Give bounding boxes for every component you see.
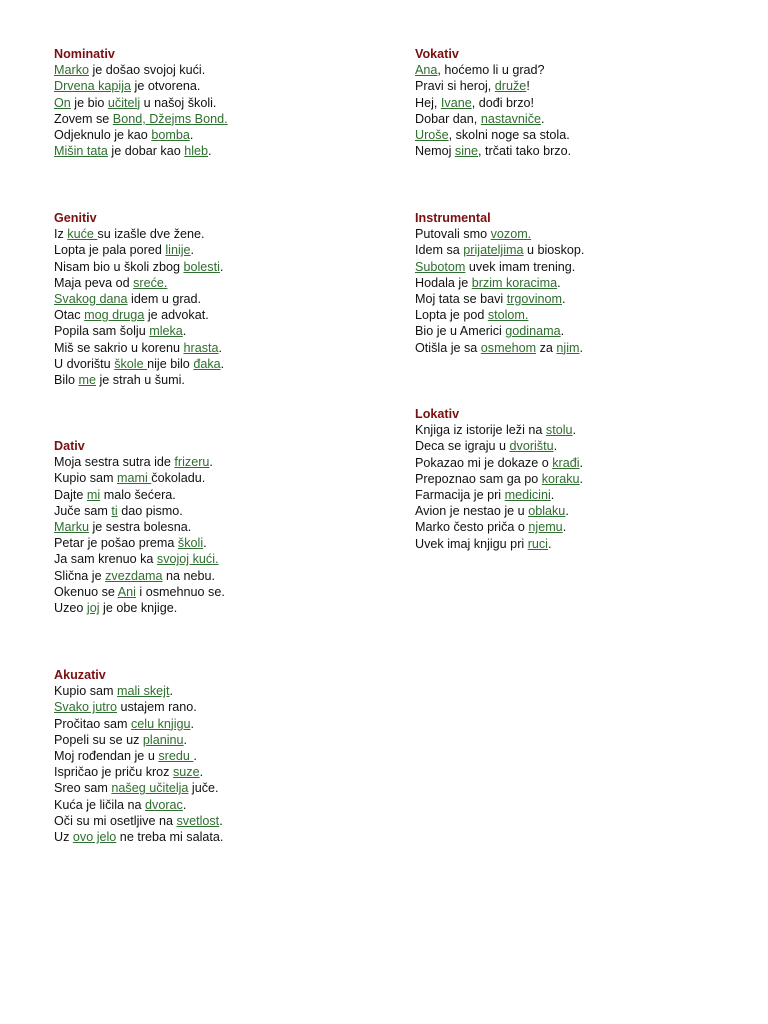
sentence-text: Dajte xyxy=(54,487,87,502)
section-instrumental xyxy=(415,210,584,356)
sentence-line xyxy=(54,764,223,780)
sentence-text: , skolni noge sa stola. xyxy=(448,128,570,143)
highlighted-word: mali skejt xyxy=(117,684,170,699)
sentence-line xyxy=(54,503,225,519)
sentence-text: Bio je u Americi xyxy=(415,324,506,339)
highlighted-word: učitelj xyxy=(107,95,141,110)
sentence-line xyxy=(54,291,224,307)
sentence-text: . xyxy=(169,684,173,699)
highlighted-word: Svakog dana xyxy=(54,292,128,307)
sentence-line xyxy=(415,503,583,519)
sentence-text: je sestra bolesna. xyxy=(89,520,192,535)
section-title: Nominativ xyxy=(54,47,115,61)
highlighted-word: vozom. xyxy=(490,227,532,242)
sentence-line xyxy=(54,748,223,764)
section-title: Lokativ xyxy=(415,407,460,421)
highlighted-word: prijateljima xyxy=(463,243,524,258)
highlighted-word: njim xyxy=(556,340,580,355)
sentence-text: Otac xyxy=(54,308,85,323)
sentence-text: Iz xyxy=(54,227,68,242)
section-lines xyxy=(415,422,583,552)
sentence-text: , dođi brzo! xyxy=(471,95,535,110)
sentence-line xyxy=(415,143,571,159)
sentence-line xyxy=(415,307,584,323)
highlighted-word: Subotom xyxy=(415,259,466,274)
sentence-text: Kupio sam xyxy=(54,471,117,486)
sentence-line xyxy=(54,275,224,291)
sentence-text: . xyxy=(579,471,584,486)
highlighted-word: me xyxy=(78,373,96,388)
highlighted-word: mog druga xyxy=(84,308,145,323)
sentence-text: Idem sa xyxy=(415,243,464,258)
highlighted-word: zvezdama xyxy=(105,568,163,583)
sentence-line xyxy=(415,323,584,339)
sentence-text: Bilo xyxy=(54,373,79,388)
sentence-line xyxy=(54,551,225,567)
highlighted-word: nastavniče xyxy=(480,111,542,126)
highlighted-word: godinama xyxy=(505,324,561,339)
sentence-text: . xyxy=(565,504,569,519)
sentence-text: . xyxy=(182,324,187,339)
sentence-line xyxy=(54,127,228,143)
sentence-text: i osmehnuo se. xyxy=(135,584,225,599)
highlighted-word: svojoj kući. xyxy=(156,552,219,567)
highlighted-word: mleka xyxy=(149,324,183,339)
sentence-text: Nemoj xyxy=(415,144,455,159)
section-genitiv xyxy=(54,210,224,388)
sentence-text: Oči su mi osetljive na xyxy=(54,813,177,828)
sentence-text: je strah u šumi. xyxy=(96,373,185,388)
sentence-text: čokoladu. xyxy=(151,471,206,486)
sentence-text: Kupio sam xyxy=(54,684,117,699)
sentence-line xyxy=(54,62,228,78)
highlighted-word: osmehom xyxy=(480,340,537,355)
sentence-text: Dobar dan, xyxy=(415,111,481,126)
sentence-line xyxy=(54,829,223,845)
sentence-text: Pravi si heroj, xyxy=(415,79,495,94)
highlighted-word: svetlost xyxy=(176,813,220,828)
sentence-line xyxy=(415,438,583,454)
sentence-text: Knjiga iz istorije leži na xyxy=(415,423,546,438)
sentence-text: ! xyxy=(526,79,530,94)
highlighted-word: našeg učitelja xyxy=(111,781,189,796)
sentence-text: . xyxy=(219,813,223,828)
sentence-text: Sreo sam xyxy=(54,781,112,796)
sentence-line xyxy=(415,127,571,143)
sentence-text: . xyxy=(219,259,224,274)
highlighted-word: oblaku xyxy=(528,504,566,519)
sentence-text: Uzeo xyxy=(54,601,87,616)
highlighted-word: ruci xyxy=(527,536,548,551)
highlighted-word: bolesti xyxy=(183,259,220,274)
highlighted-word: joj xyxy=(86,601,100,616)
sentence-text: ustajem rano. xyxy=(117,700,197,715)
sentence-line xyxy=(415,78,571,94)
highlighted-word: Drvena kapija xyxy=(54,79,132,94)
sentence-text: je dobar kao xyxy=(107,144,185,159)
highlighted-word: druže xyxy=(494,79,527,94)
sentence-text: . xyxy=(562,520,567,535)
sentence-text: . xyxy=(193,749,197,764)
sentence-text: malo šećera. xyxy=(100,487,176,502)
sentence-text: Prepoznao sam ga po xyxy=(415,471,542,486)
sentence-text: . xyxy=(550,488,555,503)
section-dativ xyxy=(54,438,225,616)
sentence-text: je bio xyxy=(70,95,108,110)
highlighted-word: Mišin tata xyxy=(54,144,108,159)
section-title: Dativ xyxy=(54,439,85,453)
highlighted-word: Ivane xyxy=(440,95,472,110)
sentence-text: . xyxy=(553,439,558,454)
highlighted-word: trgovinom xyxy=(506,292,562,307)
sentence-line xyxy=(415,422,583,438)
sentence-text: Moj tata se bavi xyxy=(415,292,507,307)
sentence-line xyxy=(54,454,225,470)
section-lines xyxy=(54,683,223,845)
highlighted-word: ovo jelo xyxy=(72,830,117,845)
sentence-text: . xyxy=(557,275,561,290)
section-lines xyxy=(54,454,225,616)
sentence-text: . xyxy=(182,797,187,812)
sentence-text: . xyxy=(547,536,552,551)
sentence-line xyxy=(415,275,584,291)
sentence-line xyxy=(415,536,583,552)
sentence-line xyxy=(415,259,584,275)
sentence-text: . xyxy=(220,356,225,371)
sentence-line xyxy=(415,471,583,487)
sentence-line xyxy=(54,780,223,796)
sentence-line xyxy=(54,143,228,159)
section-title: Genitiv xyxy=(54,211,97,225)
sentence-line xyxy=(54,78,228,94)
sentence-text: U dvorištu xyxy=(54,356,115,371)
sentence-line xyxy=(415,340,584,356)
sentence-text: Avion je nestao je u xyxy=(415,504,529,519)
highlighted-word: hleb xyxy=(184,144,209,159)
sentence-text: . xyxy=(209,455,213,470)
highlighted-word: Ana xyxy=(415,63,438,78)
sentence-line xyxy=(54,519,225,535)
sentence-line xyxy=(54,323,224,339)
sentence-text: . xyxy=(579,340,583,355)
sentence-text: Pročitao sam xyxy=(54,716,131,731)
sentence-line xyxy=(54,372,224,388)
sentence-text: . xyxy=(560,324,565,339)
sentence-text: Nisam bio u školi zbog xyxy=(54,259,184,274)
sentence-line xyxy=(54,340,224,356)
section-nominativ xyxy=(54,46,228,159)
sentence-text: Pokazao mi je dokaze o xyxy=(415,455,553,470)
sentence-text: Popila sam šolju xyxy=(54,324,150,339)
highlighted-word: krađi xyxy=(552,455,580,470)
sentence-text: Juče sam xyxy=(54,503,112,518)
sentence-text: Kuća je ličila na xyxy=(54,797,146,812)
sentence-text: . xyxy=(190,716,195,731)
highlighted-word: škole xyxy=(114,356,148,371)
sentence-text: Ispričao je priču kroz xyxy=(54,765,173,780)
section-title: Vokativ xyxy=(415,47,459,61)
sentence-text: Farmacija je pri xyxy=(415,488,505,503)
sentence-text: Lopta je pala pored xyxy=(54,243,166,258)
sentence-text: Petar je pošao prema xyxy=(54,536,178,551)
section-lines xyxy=(415,226,584,356)
sentence-text: je došao svojoj kući. xyxy=(89,63,206,78)
sentence-line xyxy=(54,535,225,551)
section-akuzativ xyxy=(54,667,223,845)
highlighted-word: medicini xyxy=(504,488,551,503)
highlighted-word: frizeru xyxy=(174,455,210,470)
highlighted-word: Ani xyxy=(117,584,136,599)
highlighted-word: bomba xyxy=(151,128,190,143)
sentence-line xyxy=(54,356,224,372)
sentence-text: nije bilo xyxy=(147,356,194,371)
sentence-text: Odjeknulo je kao xyxy=(54,128,152,143)
sentence-text: Uvek imaj knjigu pri xyxy=(415,536,528,551)
sentence-text: za xyxy=(536,340,557,355)
highlighted-word: školi xyxy=(177,536,204,551)
sentence-text: Uz xyxy=(54,830,73,845)
sentence-line xyxy=(415,62,571,78)
sentence-text: Hodala je xyxy=(415,275,472,290)
sentence-text: u našoj školi. xyxy=(140,95,217,110)
highlighted-word: Bond, Džejms Bond. xyxy=(112,111,228,126)
sentence-text: uvek imam trening. xyxy=(465,259,576,274)
sentence-text: idem u grad. xyxy=(127,292,202,307)
sentence-text: juče. xyxy=(188,781,219,796)
sentence-text: Popeli su se uz xyxy=(54,732,143,747)
highlighted-word: linije xyxy=(165,243,191,258)
sentence-line xyxy=(415,242,584,258)
sentence-line xyxy=(54,716,223,732)
sentence-line xyxy=(54,813,223,829)
section-vokativ xyxy=(415,46,571,159)
highlighted-word: Svako jutro xyxy=(54,700,117,715)
sentence-line xyxy=(415,95,571,111)
sentence-text: Okenuo se xyxy=(54,584,118,599)
highlighted-word: brzim koracima xyxy=(471,275,558,290)
highlighted-word: stolom. xyxy=(487,308,529,323)
highlighted-word: sine xyxy=(454,144,478,159)
highlighted-word: hrasta xyxy=(183,340,219,355)
sentence-text: Marko često priča o xyxy=(415,520,529,535)
highlighted-word: dvorac xyxy=(145,797,183,812)
sentence-text: na nebu. xyxy=(162,568,216,583)
sentence-text: . xyxy=(562,292,566,307)
section-lokativ xyxy=(415,406,583,552)
highlighted-word: On xyxy=(54,95,71,110)
section-lines xyxy=(54,62,228,159)
sentence-text: je obe knjige. xyxy=(99,601,178,616)
sentence-line xyxy=(415,111,571,127)
highlighted-word: sreće. xyxy=(133,275,168,290)
sentence-text: . xyxy=(190,243,195,258)
sentence-text: . xyxy=(189,128,194,143)
section-lines xyxy=(54,226,224,388)
sentence-text: Slična je xyxy=(54,568,106,583)
sentence-line xyxy=(54,568,225,584)
sentence-line xyxy=(54,797,223,813)
highlighted-word: mi xyxy=(86,487,101,502)
sentence-text: Zovem se xyxy=(54,111,113,126)
sentence-text: , trčati tako brzo. xyxy=(478,144,572,159)
highlighted-word: dvorištu xyxy=(509,439,554,454)
sentence-text: . xyxy=(541,111,545,126)
sentence-text: . xyxy=(208,144,212,159)
sentence-text: Ja sam krenuo ka xyxy=(54,552,157,567)
sentence-line xyxy=(415,487,583,503)
sentence-text: . xyxy=(218,340,223,355)
sentence-text: je otvorena. xyxy=(131,79,201,94)
sentence-line xyxy=(415,291,584,307)
highlighted-word: Uroše xyxy=(415,128,449,143)
section-title: Instrumental xyxy=(415,211,491,225)
sentence-text: u bioskop. xyxy=(523,243,585,258)
section-title: Akuzativ xyxy=(54,668,106,682)
sentence-line xyxy=(54,95,228,111)
sentence-text: . xyxy=(579,455,584,470)
sentence-line xyxy=(54,111,228,127)
highlighted-word: đaka xyxy=(193,356,221,371)
sentence-line xyxy=(54,600,225,616)
sentence-text: Otišla je sa xyxy=(415,340,481,355)
highlighted-word: koraku xyxy=(541,471,580,486)
highlighted-word: njemu xyxy=(528,520,563,535)
sentence-line xyxy=(54,699,223,715)
highlighted-word: ti xyxy=(111,503,118,518)
highlighted-word: mami xyxy=(117,471,152,486)
sentence-text: dao pismo. xyxy=(117,503,183,518)
sentence-line xyxy=(54,307,224,323)
sentence-text: je advokat. xyxy=(144,308,209,323)
sentence-line xyxy=(415,519,583,535)
sentence-line xyxy=(415,455,583,471)
sentence-line xyxy=(54,732,223,748)
sentence-text: ne treba mi salata. xyxy=(116,830,224,845)
sentence-line xyxy=(54,683,223,699)
sentence-line xyxy=(54,242,224,258)
highlighted-word: Marku xyxy=(54,520,89,535)
highlighted-word: sredu xyxy=(158,749,194,764)
sentence-text: Hej, xyxy=(415,95,441,110)
sentence-text: Lopta je pod xyxy=(415,308,488,323)
sentence-line xyxy=(54,487,225,503)
sentence-text: . xyxy=(199,765,204,780)
sentence-text: Maja peva od xyxy=(54,275,134,290)
sentence-text: . xyxy=(572,423,577,438)
sentence-line xyxy=(54,470,225,486)
highlighted-word: celu knjigu xyxy=(131,716,191,731)
highlighted-word: stolu xyxy=(545,423,573,438)
sentence-text: su izašle dve žene. xyxy=(97,227,205,242)
highlighted-word: planinu xyxy=(142,732,184,747)
sentence-text: Moj rođendan je u xyxy=(54,749,159,764)
section-lines xyxy=(415,62,571,159)
sentence-line xyxy=(54,259,224,275)
sentence-text: . xyxy=(203,536,207,551)
sentence-text: Putovali smo xyxy=(415,227,491,242)
sentence-text: Miš se sakrio u korenu xyxy=(54,340,184,355)
highlighted-word: kuće xyxy=(67,227,98,242)
highlighted-word: suze xyxy=(172,765,200,780)
sentence-text: Deca se igraju u xyxy=(415,439,510,454)
sentence-line xyxy=(54,226,224,242)
sentence-text: , hoćemo li u grad? xyxy=(437,63,545,78)
highlighted-word: Marko xyxy=(54,63,89,78)
sentence-text: . xyxy=(183,732,188,747)
sentence-line xyxy=(415,226,584,242)
sentence-line xyxy=(54,584,225,600)
sentence-text: Moja sestra sutra ide xyxy=(54,455,175,470)
